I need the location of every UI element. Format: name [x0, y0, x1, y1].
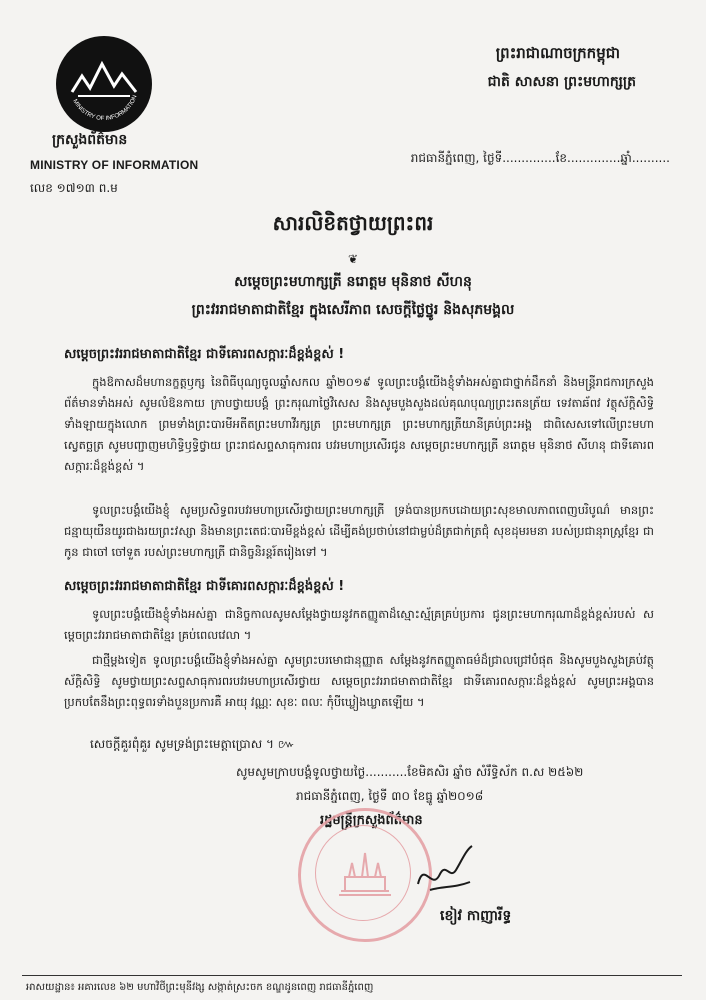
- kingdom-heading: ព្រះរាជាណាចក្រកម្ពុជា: [495, 44, 620, 62]
- subtitle-line-1: សម្តេចព្រះមហាក្សត្រី នរោត្តម មុនិនាថ សីហនុ: [234, 274, 472, 290]
- date-line: រាជធានីភ្នំពេញ, ថ្ងៃទី..............ខែ..............ឆ្នាំ..........: [410, 151, 670, 165]
- ministry-name-english: MINISTRY OF INFORMATION: [30, 158, 199, 172]
- footer-divider: [22, 975, 682, 976]
- paragraph-2: ទូលព្រះបង្គំយើងខ្ញុំ សូមប្រសិទ្ធពរបវរមហាប្រសើរថ្វាយព្រះមហាក្សត្រី ទ្រង់បានប្រកបដោយព្រះសុខមាលភាពពេញបរិបូណ៌ មានព្រះជន្មាយុយឺនយូរជាងរយព្រះវស្សា និងមានព្រះតេជៈបារមីខ្ពង់ខ្ពស់ ដើម្បីគង់ប្រថាប់នៅជាម្លប់ដ៏ត្រជាក់ត្រជុំ សុខដុមរមនា របស់ប្រជានុរាស្ត្រខ្មែរ ជាកូន ជាចៅ ចៅទួត របស់ព្រះមហាក្សត្រី ជានិច្ចនិរន្តរ៍តរៀងទៅ ។: [64, 503, 654, 559]
- paragraph-4: ជាថ្មីម្តងទៀត ទូលព្រះបង្គំយើងខ្ញុំទាំងអស់គ្នា សូមព្រះបរមោជានុញ្ញាត សម្តែងនូវកតញ្ញូតាធម៌ដ៏ជ្រាលជ្រៅបំផុត និងសូមបួងសួងគ្រប់វត្ថុស័ក្តិសិទ្ធិ សូមថ្វាយព្រះសព្ទសាធុការពរបវរមហាប្រសើរថ្វាយ សម្តេចព្រះវររាជមាតាជាតិខ្មែរ ជាទីគោរពសក្ការៈដ៏ខ្ពង់ខ្ពស់ សូមព្រះអង្គបានប្រកបតែនឹងព្រះពុទ្ធពរទាំងបួនប្រការគឺ អាយុ វណ្ណៈ សុខៈ ពលៈ កុំបីឃ្លៀងឃ្លាតឡើយ ។: [64, 653, 654, 709]
- closing-line: សេចក្តីគួរពុំគួរ សូមទ្រង់ព្រះមេត្តាប្រោស ។ ៚: [90, 737, 295, 751]
- national-motto: ជាតិ សាសនា ព្រះមហាក្សត្រ: [487, 74, 636, 90]
- salutation-2: សម្តេចព្រះវររាជមាតាជាតិខ្មែរ ជាទីគោរពសក្ការៈដ៏ខ្ពង់ខ្ពស់ !: [64, 579, 345, 594]
- paragraph-1: ក្នុងឱកាសដ៏មហានក្ខត្តឫក្ស នៃពិធីបុណ្យចូលឆ្នាំសកល ឆ្នាំ២០១៩ ទូលព្រះបង្គំយើងខ្ញុំទាំងអស់គ្នាជាថ្នាក់ដឹកនាំ និងមន្ត្រីរាជការក្រសួងព័ត៌មានទាំងអស់ សូមលំឱនកាយ ក្រាបថ្វាយបង្គំ ព្រះករុណាថ្លៃវិសេស និងសូមបួងសួងដល់គុណបុណ្យព្រះរតនត្រ័យ ទេវតាឆ័ពវ វត្ថុស័ក្តិសិទ្ធិទាំងឡាយក្នុងលោក ព្រមទាំងព្រះបារមីអតីតព្រះមហាវីរក្សត្រ ព្រះមហាក្សត្រ ព្រះមហាក្សត្រីយានីគ្រប់ព្រះអង្គ ជាពិសេសទៅលើព្រះមហាស្វេតច្ឆត្រ សូមបញ្ជាញមហិទ្ធិឫទ្ធិថ្វាយ ព្រះរាជសព្ទសាធុការពរ បវរមហាប្រសើរជូន សម្តេចព្រះមហាក្សត្រី នរោត្តម មុនិនាថ សីហនុ ជាទីគោរពសក្ការៈដ៏ខ្ពង់ខ្ពស់ ។: [64, 375, 654, 473]
- signer-title: រដ្ឋមន្ត្រីក្រសួងព័ត៌មាន: [320, 813, 423, 828]
- subtitle-line-2: ព្រះវររាជមាតាជាតិខ្មែរ ក្នុងសេរីភាព សេចក្តីថ្លៃថ្នូរ និងសុភមង្គល: [191, 302, 515, 318]
- ministry-logo: [56, 36, 152, 132]
- ornament-divider: ❦: [347, 252, 359, 266]
- logo-caption: MINISTRY OF INFORMATION: [71, 94, 139, 123]
- footer-address: អាសយដ្ឋាន៖ អគារលេខ ៦២ មហាវិថីព្រះមុនីវង្ស សង្កាត់ស្រះចក ខណ្ឌដូនពេញ រាជធានីភ្នំពេញ: [26, 982, 374, 993]
- handwritten-signature: [410, 840, 480, 900]
- document-title: សារលិខិតថ្វាយព្រះពរ: [272, 211, 434, 235]
- ministry-name-khmer: ក្រសួងព័ត៌មាន: [52, 132, 128, 148]
- angkor-wat-icon: [335, 847, 395, 897]
- paragraph-3: ទូលព្រះបង្គំយើងខ្ញុំទាំងអស់គ្នា ជានិច្ចកាលសូមសម្តែងថ្វាយនូវកតញ្ញូតាដ៏ស្មោះស្ម័គ្រគ្រប់ប្រការ ជូនព្រះមហាករុណាដ៏ខ្ពង់ខ្ពស់របស់ សម្តេចព្រះវររាជមាតាជាតិខ្មែរ គ្រប់ពេលវេលា ។: [64, 607, 654, 642]
- salutation-1: សម្តេចព្រះវររាជមាតាជាតិខ្មែរ ជាទីគោរពសក្ការៈដ៏ខ្ពង់ខ្ពស់ !: [64, 347, 345, 362]
- logo-emblem-icon: [56, 36, 152, 132]
- signature-date-place: រាជធានីភ្នំពេញ, ថ្ងៃទី ៣០ ខែធ្នូ ឆ្នាំ២០១៨: [296, 789, 484, 803]
- signer-name: ខៀវ កាញារីទ្ធ: [440, 908, 512, 924]
- reference-number: លេខ ១៧១៣ ព.ម: [30, 181, 118, 195]
- signature-date-lunar: សូមសូមក្រាបបង្គំទូលថ្វាយថ្ងៃ...........ខែមិគសិរ ឆ្នាំច សំរឹទ្ធិស័ក ព.ស ២៥៦២: [236, 765, 584, 779]
